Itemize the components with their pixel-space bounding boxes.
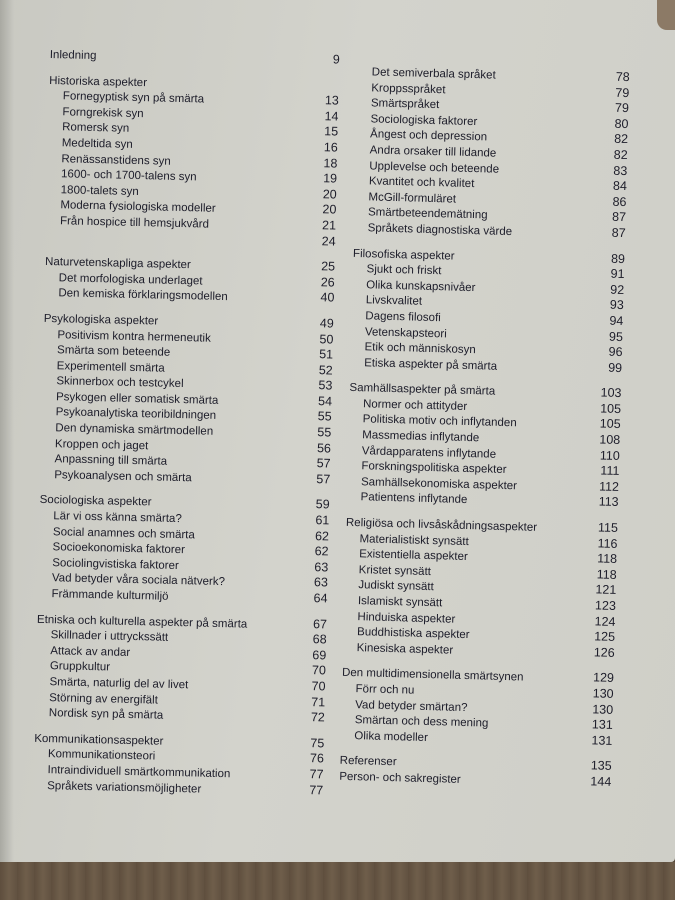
toc-entry-title: Kroppen och jaget (54, 437, 149, 452)
toc-entry-title: Fornegyptisk syn på smärta (62, 90, 205, 106)
toc-page-number: 67 (312, 616, 328, 632)
toc-entry-title: Medeltida syn (61, 137, 133, 151)
toc-entry-title: Kommunikationsteori (47, 748, 156, 763)
toc-page-number: 57 (316, 471, 331, 487)
toc-page-number: 79 (614, 100, 630, 116)
toc-page-number: 70 (311, 679, 326, 694)
toc-page-number: 131 (591, 733, 613, 748)
toc-entry-title: Den dynamiska smärtmodellen (55, 422, 214, 438)
toc-page-number: 18 (323, 155, 338, 171)
toc-page-number: 116 (597, 536, 618, 551)
toc-entry-title: Språkets diagnostiska värde (367, 222, 513, 239)
toc-entry-title: Livskvalitet (365, 294, 423, 309)
toc-page-number: 13 (324, 93, 339, 108)
toc-entry-title: Upplevelse och beteende (369, 159, 500, 176)
toc-entry-title: Vad betyder våra sociala nätverk? (51, 572, 226, 589)
toc-entry-title: Psykologiska aspekter (43, 312, 159, 328)
toc-entry-title: Från hospice till hemsjukvård (59, 215, 210, 231)
toc-entry-title: Social anamnes och smärta (52, 525, 195, 542)
toc-page-number: 105 (600, 401, 622, 416)
toc-page-number: 89 (610, 251, 626, 266)
toc-page-number: 24 (321, 233, 336, 249)
toc-entry-title: Forskningspolitiska aspekter (361, 460, 507, 477)
toc-entry-title: Etik och människosyn (364, 341, 476, 357)
toc-entry-title: Smärtspråket (370, 97, 440, 112)
page-spine-shadow (0, 0, 14, 862)
toc-entry-title: Vad betyder smärtan? (355, 698, 468, 714)
toc-page-number: 113 (598, 494, 619, 510)
toc-section-heading (50, 46, 340, 68)
toc-page-number: 86 (612, 194, 627, 209)
toc-entry-title: Förr och nu (355, 683, 415, 697)
toc-page-number: 83 (613, 163, 628, 178)
toc-entry-title: Främmande kulturmiljö (51, 588, 169, 603)
toc-page-number: 51 (319, 347, 334, 362)
toc-page-number: 68 (312, 632, 327, 647)
toc-page-number: 52 (318, 362, 333, 378)
toc-page-number: 20 (322, 202, 337, 217)
toc-page-number: 63 (314, 559, 329, 575)
toc-entry-title: Psykoanalytiska teoribildningen (55, 406, 217, 423)
toc-page-number: 126 (593, 645, 615, 660)
wooden-surface (0, 862, 675, 900)
toc-page-number: 82 (613, 147, 628, 163)
toc-entry-title: Renässanstidens syn (61, 152, 171, 168)
toc-page-number: 103 (600, 385, 622, 401)
toc-page-number: 87 (611, 225, 626, 240)
toc-page-number: 72 (310, 710, 325, 725)
toc-page-number: 112 (598, 479, 620, 494)
toc-page-number: 16 (323, 140, 338, 155)
page-corner (657, 0, 675, 30)
toc-entry-title: Vårdapparatens inflytande (361, 444, 497, 461)
toc-page-number: 76 (309, 751, 325, 766)
toc-page-number: 135 (590, 758, 612, 774)
toc-entry-title: Psykoanalysen och smärta (54, 469, 192, 485)
toc-entry-title: 1800-talets syn (60, 184, 139, 198)
toc-entry-title: Samhällsekonomiska aspekter (360, 476, 518, 493)
toc-page-number: 61 (315, 513, 330, 528)
toc-page-number: 9 (332, 52, 340, 67)
toc-entry-title: Etniska och kulturella aspekter på smärta (36, 613, 248, 631)
toc-entry-title: Smärtan och dess mening (354, 714, 489, 730)
toc-page-number: 125 (594, 629, 616, 645)
toc-page-number: 69 (312, 647, 327, 663)
toc-page-number: 95 (608, 329, 624, 344)
toc-page-number: 63 (313, 575, 329, 590)
toc-page-number: 131 (591, 717, 613, 733)
toc-entry-title: McGill-formuläret (368, 191, 457, 206)
toc-page-number: 77 (309, 767, 324, 782)
toc-entry-title: Buddhistiska aspekter (356, 626, 470, 642)
toc-page-number: 56 (316, 440, 332, 456)
toc-entry-title: Smärtbeteendemätning (367, 206, 488, 222)
toc-entry-title: Intraindividuell smärtkommunikation (47, 764, 231, 781)
toc-page-number: 21 (321, 218, 337, 233)
toc-page-number: 59 (315, 497, 330, 512)
toc-entry-title: Historiska aspekter (49, 74, 148, 89)
toc-entry-title: Politiska motiv och inflytanden (362, 413, 517, 430)
toc-entry-title: Hinduiska aspekter (357, 610, 456, 626)
toc-entry-title: Sociolingvistiska faktorer (52, 556, 179, 572)
toc-entry-title: Moderna fysiologiska modeller (60, 199, 216, 216)
toc-entry-title: Filosofiska aspekter (352, 247, 455, 263)
toc-entry-title: Språkets variationsmöjligheter (47, 779, 202, 796)
toc-page-number: 118 (596, 551, 618, 567)
toc-page-number: 96 (608, 344, 623, 360)
toc-entry-title: 1600- och 1700-talens syn (60, 168, 197, 184)
toc-entry-title: Positivism kontra hermeneutik (57, 328, 211, 345)
toc-entry-title: Det morfologiska underlaget (58, 271, 203, 288)
toc-page-number: 78 (615, 69, 630, 85)
toc-entry-title: Skillnader i uttryckssätt (50, 629, 169, 645)
toc-page-number: 79 (615, 85, 630, 100)
toc-page-number: 99 (608, 360, 623, 375)
toc-page-number: 55 (317, 425, 332, 440)
toc-page-number: 93 (609, 297, 624, 313)
toc-page-number: 80 (614, 116, 629, 131)
toc-page-number: 53 (318, 378, 333, 393)
toc-page-number: 82 (614, 132, 629, 147)
toc-page-number: 64 (313, 591, 328, 606)
toc-entry-title: Störning av energifält (49, 691, 159, 707)
toc-entry-title: Kommunikationsaspekter (34, 732, 164, 748)
toc-left-column (33, 46, 340, 799)
toc-entry-title: Experimentell smärta (56, 359, 165, 375)
toc-page-number: 71 (311, 694, 326, 709)
toc-page-number: 108 (599, 432, 621, 448)
toc-entry-title: Attack av andar (50, 644, 131, 659)
toc-page-number: 55 (317, 409, 332, 424)
toc-page-number: 110 (599, 448, 620, 463)
toc-entry-title: Person- och sakregister (339, 770, 461, 786)
toc-page-number: 75 (310, 735, 325, 751)
toc-page-number: 144 (590, 774, 612, 789)
toc-page-number: 123 (594, 598, 617, 613)
toc-entry-title: Kristet synsätt (358, 564, 432, 578)
toc-entry-title: Olika kunskapsnivåer (366, 279, 476, 294)
toc-page-number: 129 (592, 670, 615, 686)
toc-entry-title: Naturvetenskapliga aspekter (44, 256, 191, 272)
toc-page-number: 25 (321, 259, 336, 274)
toc-page-number: 62 (314, 528, 330, 544)
toc-entry-title: Romersk syn (62, 121, 130, 136)
toc-page-number: 121 (595, 582, 617, 598)
toc-right-column (339, 63, 630, 790)
toc-entry-title: Normer och attityder (362, 398, 468, 413)
toc-page-number: 130 (592, 686, 614, 701)
toc-entry-title: Ångest och depression (369, 128, 488, 144)
toc-page-number: 105 (599, 416, 621, 432)
toc-page-number: 124 (594, 613, 616, 629)
toc-entry-title: Dagens filosofi (365, 310, 441, 325)
toc-entry-title: Den kemiska förklaringsmodellen (58, 287, 228, 304)
toc-entry-title: Massmedias inflytande (362, 429, 480, 445)
toc-entry-title: Sjukt och friskt (366, 263, 442, 278)
toc-entry-title: Olika modeller (354, 729, 429, 744)
toc-page-number: 62 (314, 544, 329, 559)
toc-entry-title: Kvantitet och kvalitet (368, 175, 475, 191)
toc-page-number: 40 (320, 290, 335, 305)
toc-page-number: 94 (609, 313, 624, 328)
toc-page-number: 92 (610, 282, 625, 297)
toc-entry-title: Nordisk syn på smärta (48, 707, 164, 722)
toc-entry-title: Kroppsspråket (371, 81, 446, 96)
toc-entry-title: Sociologiska aspekter (39, 494, 152, 509)
toc-page-number: 70 (311, 663, 327, 678)
toc-page-number: 91 (610, 266, 625, 282)
toc-entry-title: Det semiverbala språket (371, 66, 496, 82)
toc-entry-title: Patientens inflytande (360, 491, 468, 507)
toc-page-number: 57 (316, 456, 331, 471)
toc-entry-title: Islamiskt synsätt (357, 595, 443, 610)
toc-entry-title: Forngrekisk syn (62, 106, 144, 120)
toc-page-number: 54 (317, 394, 333, 409)
toc-page-number: 118 (596, 567, 617, 582)
toc-entry-title: Lär vi oss känna smärta? (53, 510, 182, 526)
toc-page-number: 19 (323, 171, 338, 186)
toc-page-number: 20 (322, 186, 337, 202)
toc-entry-title: Smärta, naturlig del av livet (49, 676, 189, 692)
toc-entry-title: Kinesiska aspekter (356, 641, 454, 657)
toc-page-number: 50 (319, 331, 334, 347)
toc-entry-title: Religiösa och livsåskådningsaspekter (345, 516, 538, 534)
toc-entry-title: Anpassning till smärta (54, 453, 168, 469)
toc-page-number: 49 (319, 316, 334, 331)
toc-entry-title: Existentiella aspekter (358, 548, 468, 564)
toc-entry-title: Vetenskapsteori (364, 325, 447, 340)
toc-entry-title: Andra orsaker till lidande (369, 144, 497, 160)
toc-entry-title: Materialistiskt synsätt (359, 532, 469, 548)
toc-page-number: 26 (320, 274, 335, 290)
toc-page-number: 130 (592, 701, 614, 717)
toc-entry-title: Judiskt synsätt (358, 579, 434, 594)
toc-entry-title: Samhällsaspekter på smärta (349, 382, 496, 398)
toc-entry-title: Inledning (49, 48, 97, 63)
toc-page-number: 84 (612, 178, 628, 194)
toc-page-number: 15 (324, 124, 339, 139)
toc-entry-title: Etiska aspekter på smärta (363, 356, 498, 373)
toc-entry-title: Den multidimensionella smärtsynen (341, 667, 524, 684)
toc-entry-title: Referenser (339, 755, 397, 769)
toc-entry-title: Gruppkultur (49, 660, 111, 674)
toc-page-number: 111 (600, 463, 620, 479)
toc-page-number: 77 (309, 782, 324, 797)
toc-page-number: 115 (597, 520, 619, 535)
toc-entry-title: Smärta som beteende (56, 344, 171, 359)
toc-entry-title: Psykogen eller somatisk smärta (55, 391, 219, 407)
toc-page-number: 14 (324, 109, 339, 124)
toc-entry-title: Sociologiska faktorer (370, 113, 478, 128)
toc-page-number: 87 (611, 210, 627, 225)
toc-entry-title: Socioekonomiska faktorer (52, 541, 186, 557)
toc-entry-title: Skinnerbox och testcykel (56, 375, 184, 391)
